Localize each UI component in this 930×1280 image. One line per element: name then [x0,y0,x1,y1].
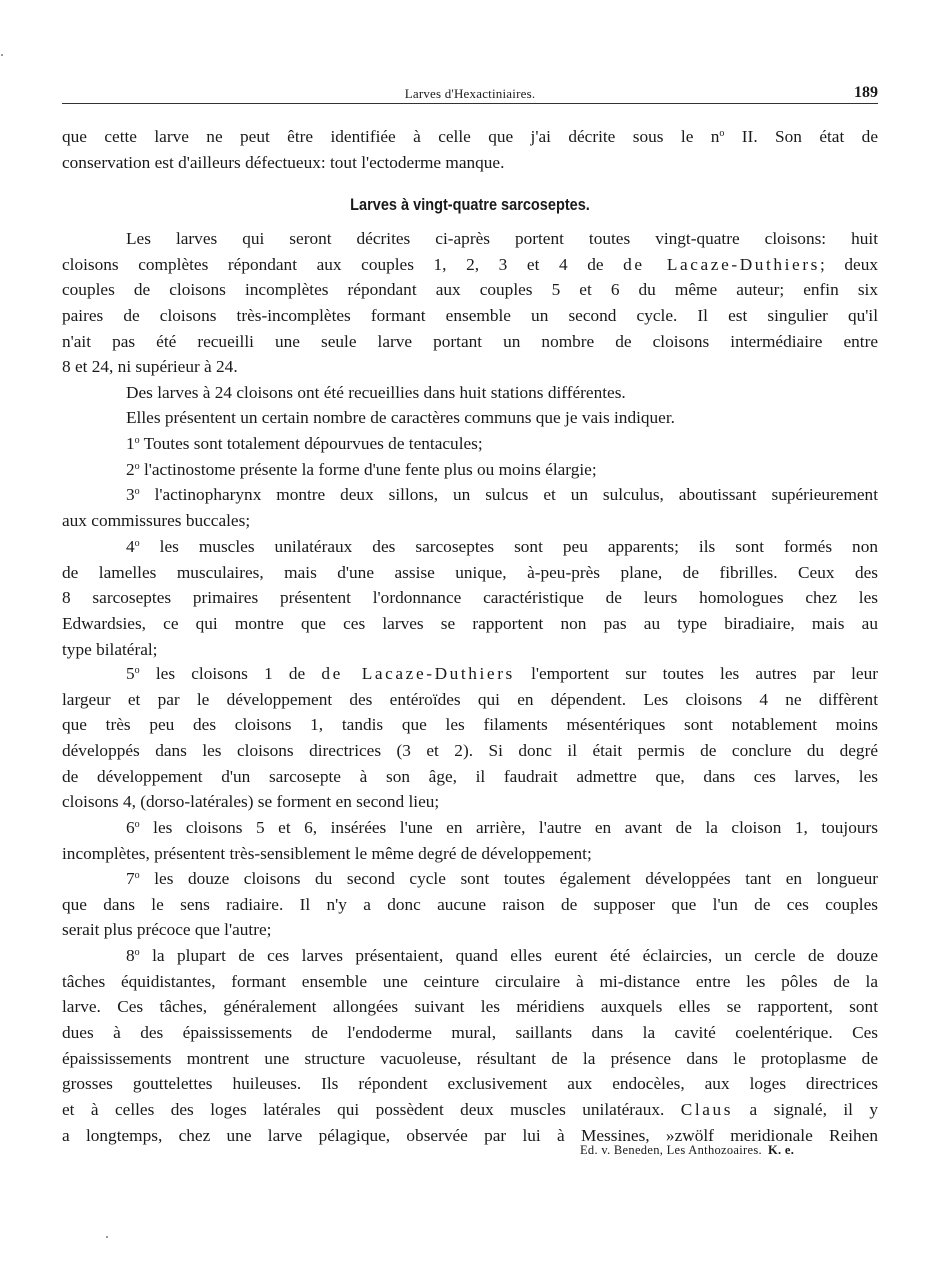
text-line: que dans le sens radiaire. Il n'y a donc aucune raison de supposer que l'un de ces couples [62,894,878,914]
list-item-3 [62,482,878,533]
author-name: de Lacaze-Duthiers [321,664,515,683]
text-line: 2$^o$ l'actinostome présente la forme d'une fente plus ou moins élargie; [126,460,597,479]
header-rule [62,103,878,104]
page-number: 189 [854,84,878,101]
author-name: de Lacaze-Duthiers [623,254,821,274]
list-item-6 [62,815,878,866]
paragraph-2 [62,380,878,406]
text-line: Des larves à 24 cloisons ont été recueillies dans huit stations différentes. [126,383,626,402]
text-line: que cette larve ne peut être identifiée à celle que j'ai décrite sous le $n^o$ II. Son état de [62,127,878,146]
text-line: 8 sarcoseptes primaires présentent l'ordonnance caractéristique de leurs homologues chez les [62,588,878,608]
paragraph-3 [62,405,878,431]
text-line: n'ait pas été recueilli une seule larve portant un nombre de cloisons intermédiaire entre [62,331,878,351]
intro-paragraph [62,124,878,175]
list-item-5 [62,661,878,815]
text-line: paires de cloisons très-incomplètes formant ensemble un second cycle. Il est singulier qu'il [62,306,878,326]
signature-line [580,1143,794,1158]
text-line: cloisons 4, (dorso-latérales) se forment en second lieu; [62,792,440,812]
text-line: Elles présentent un certain nombre de caractères communs que je vais indiquer. [126,408,675,427]
text-line: 4$^o$ les muscles unilatéraux des sarcoseptes sont peu apparents; ils sont formés non [126,537,878,556]
text-line: larve. Ces tâches, généralement allongées suivant les méridiens auxquels elles se rapportent, sont [62,997,878,1017]
section-heading: Larves à vingt-quatre sarcoseptes. [350,196,590,214]
list-item-1 [62,431,878,457]
text-line: tâches équidistantes, formant ensemble une ceinture circulaire à mi-distance entre les pôles de la [62,971,878,991]
text-line: couples de cloisons incomplètes répondant aux couples 5 et 6 du même auteur; enfin six [62,280,878,300]
text-line: incomplètes, présentent très-sensiblement le même degré de développement; [62,843,592,863]
text-line: Les larves qui seront décrites ci-après portent toutes vingt-quatre cloisons: huit [126,229,878,248]
author-name: Claus [680,1100,734,1120]
scan-speck [106,1236,108,1238]
running-head [62,84,878,102]
text-line: type bilatéral; [62,639,158,659]
text-line: conservation est d'ailleurs défectueux: tout l'ectoderme manque. [62,152,505,172]
text-line: grosses gouttelettes huileuses. Ils répondent exclusivement aux endocèles, aux loges directrices [62,1074,878,1094]
text-line: 8$^o$ la plupart de ces larves présentaient, quand elles eurent été éclaircies, un cercle de douze [126,946,879,965]
text-line: dues à des épaississements de l'endoderme mural, saillants dans la cavité coelentérique. Ces [62,1023,878,1043]
text-line: 6$^o$ les cloisons 5 et 6, insérées l'une en arrière, l'autre en avant de la cloison 1, toujours [126,818,878,837]
text-line: 8 et 24, ni supérieur à 24. [62,357,238,377]
text-line: développés dans les cloisons directrices (3 et 2). Si donc il était permis de conclure du degré [62,741,878,761]
text-line: que très peu des cloisons 1, tandis que les filaments mésentériques sont notablement moins [62,715,878,735]
text-line: Edwardsies, ce qui montre que ces larves se rapportent non pas au type biradiaire, mais au [62,614,878,634]
text-line: 7$^o$ les douze cloisons du second cycle sont toutes également développées tant en longueur [126,869,879,888]
text-line: 5$^o$ les cloisons 1 de de Lacaze-Duthiers l'emportent sur toutes les autres par leur [126,664,879,683]
text-line: épaississements montrent une structure vacuoleuse, résultant de la présence dans le protoplasme de [62,1048,878,1068]
list-item-4 [62,534,878,662]
list-item-8 [62,943,878,1149]
sheet-mark: K. e. [767,1143,795,1157]
text-line: 1$^o$ Toutes sont totalement dépourvues de tentacules; [126,434,483,453]
text-line: et à celles des loges latérales qui possèdent deux muscles unilatéraux. Claus a signalé, il y [62,1100,878,1120]
text-line: serait plus précoce que l'autre; [62,920,272,940]
text-line: de développement d'un sarcosepte à son âge, il faudrait admettre que, dans ces larves, les [62,766,878,786]
list-item-2 [62,457,878,483]
text-line: largeur et par le développement des entéroïdes qui en dépendent. Les cloisons 4 ne diffèrent [62,689,878,709]
text-line: cloisons complètes répondant aux couples 1, 2, 3 et 4 de de Lacaze-Duthiers; deux [62,254,879,274]
scan-speck [1,54,3,56]
text-line: aux commissures buccales; [62,510,251,530]
text-line: de lamelles musculaires, mais d'une assise unique, à-peu-près plane, de fibrilles. Ceux des [62,562,878,582]
paragraph-1 [62,226,878,380]
running-title: Larves d'Hexactiniaires. [404,86,536,101]
text-line: 3$^o$ l'actinopharynx montre deux sillons, un sulcus et un sulculus, aboutissant supérieurement [126,485,878,504]
list-item-7 [62,866,878,943]
signature-text: Ed. v. Beneden, Les Anthozoaires. [580,1143,762,1157]
text-line: a longtemps, chez une larve pélagique, observée par lui à Messines, »zwölf meridionale Reihen [62,1125,878,1145]
